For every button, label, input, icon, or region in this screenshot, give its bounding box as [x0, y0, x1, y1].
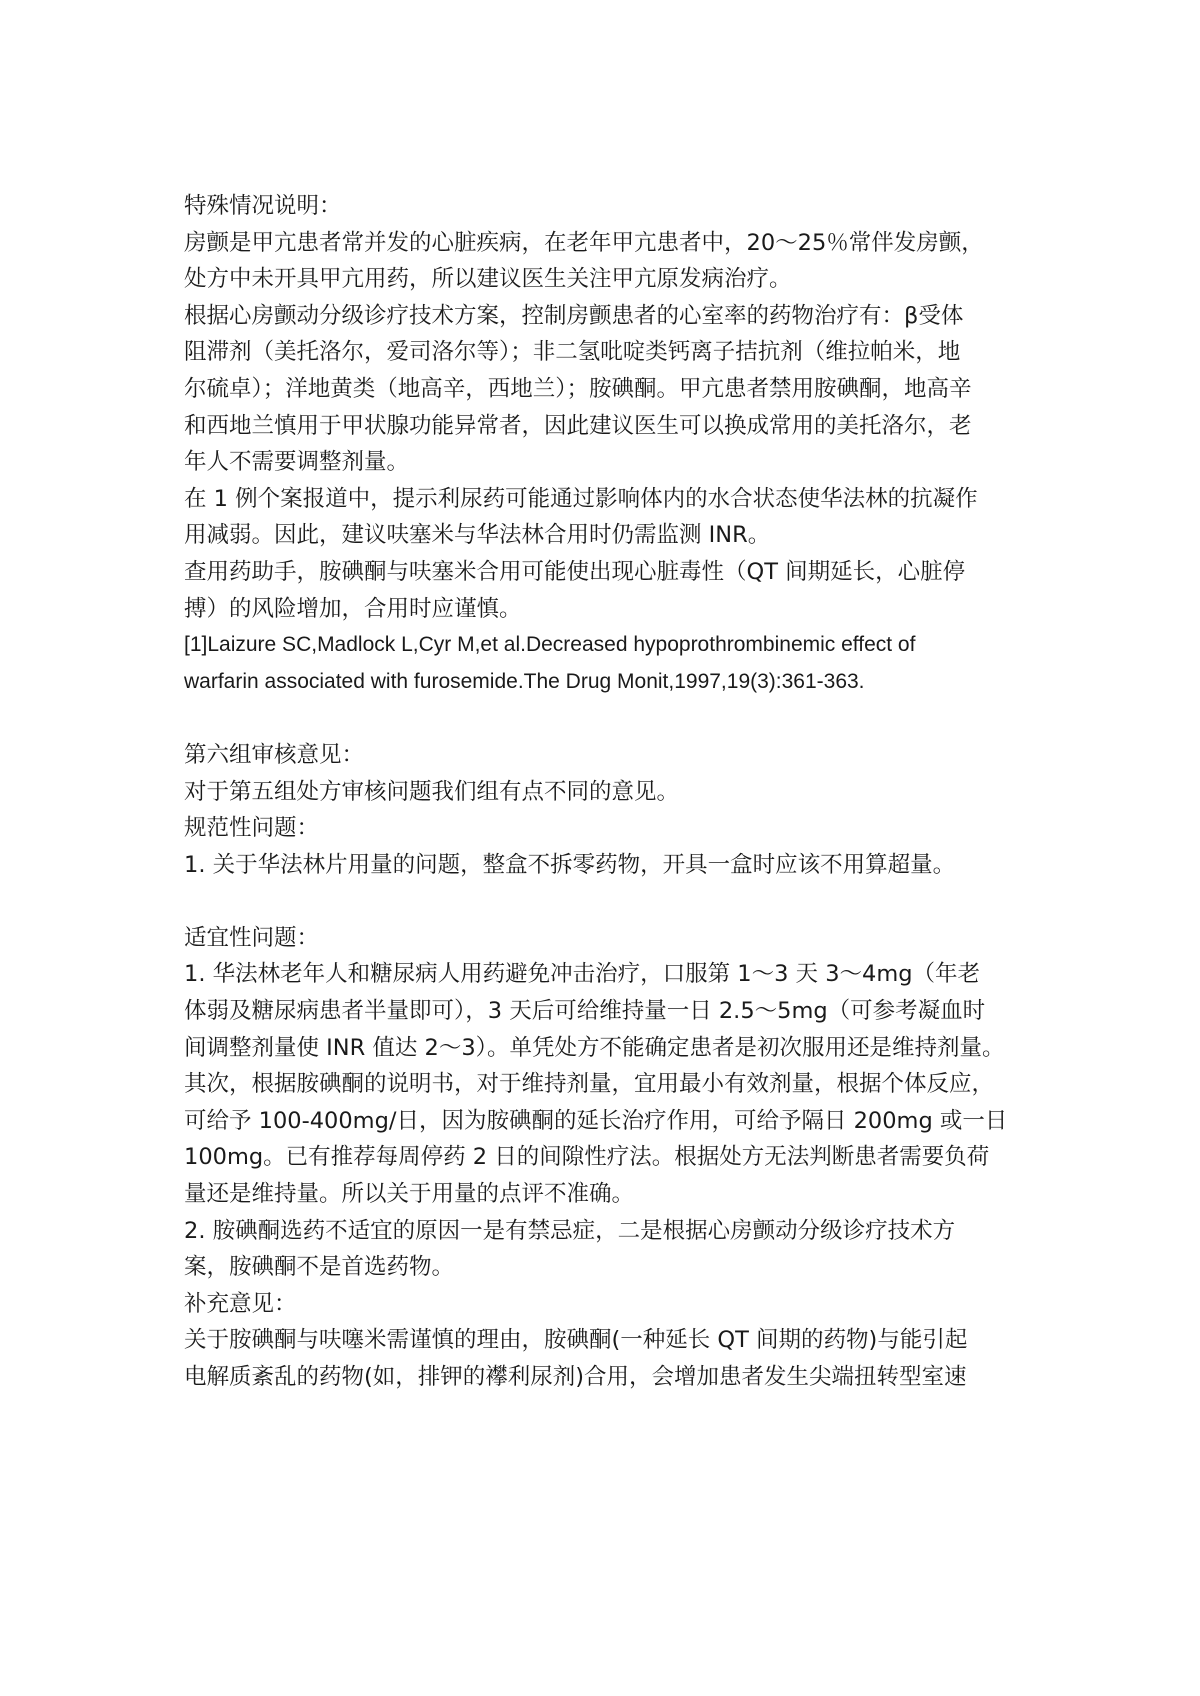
text-line: 在 1 例个案报道中，提示利尿药可能通过影响体内的水合状态使华法林的抗凝作	[184, 485, 978, 512]
text-line: 阻滞剂（美托洛尔，爱司洛尔等）；非二氢吡啶类钙离子拮抗剂（维拉帕米，地	[184, 339, 961, 366]
text-line: 案，胺碘酮不是首选药物。	[184, 1254, 455, 1281]
subheading: 规范性问题：	[184, 815, 320, 842]
text-line: 对于第五组处方审核问题我们组有点不同的意见。	[184, 778, 680, 805]
text-line: 年人不需要调整剂量。	[184, 449, 410, 476]
section-heading: 第六组审核意见：	[184, 741, 365, 768]
text-line: 100mg。已有推荐每周停药 2 日的间隙性疗法。根据处方无法判断患者需要负荷	[184, 1144, 990, 1171]
text-line: 间调整剂量使 INR 值达 2～3）。单凭处方不能确定患者是初次服用还是维持剂量。	[184, 1034, 1005, 1061]
text-line: 1. 华法林老年人和糖尿病人用药避免冲击治疗，口服第 1～3 天 3～4mg（年老	[184, 961, 981, 988]
text-line: 量还是维持量。所以关于用量的点评不准确。	[184, 1181, 635, 1208]
text-line: 根据心房颤动分级诊疗技术方案，控制房颤患者的心室率的药物治疗有：β受体	[184, 302, 964, 329]
text-line: 搏）的风险增加，合用时应谨慎。	[184, 595, 522, 622]
blank-line	[184, 883, 1032, 920]
reference-line: [1]Laizure SC,Madlock L,Cyr M,et al.Decreased hypoprothrombinemic effect of	[184, 633, 916, 657]
section-heading: 适宜性问题：	[184, 924, 320, 951]
text-line: 查用药助手，胺碘酮与呋塞米合用可能使出现心脏毒性（QT 间期延长，心脏停	[184, 558, 966, 585]
text-line: 房颤是甲亢患者常并发的心脏疾病，在老年甲亢患者中，20～25％常伴发房颤，	[184, 229, 984, 256]
text-line: 电解质紊乱的药物(如，排钾的襻利尿剂)合用，会增加患者发生尖端扭转型室速	[184, 1364, 967, 1390]
document-page	[184, 188, 1032, 1396]
reference-line: warfarin associated with furosemide.The Drug Monit,1997,19(3):361-363.	[184, 669, 865, 693]
text-line: 尔硫卓）；洋地黄类（地高辛，西地兰）；胺碘酮。甲亢患者禁用胺碘酮，地高辛	[184, 375, 972, 402]
text-line: 体弱及糖尿病患者半量即可），3 天后可给维持量一日 2.5～5mg（可参考凝血时	[184, 998, 986, 1025]
text-line: 1. 关于华法林片用量的问题，整盒不拆零药物，开具一盒时应该不用算超量。	[184, 851, 956, 878]
text-line: 2. 胺碘酮选药不适宜的原因一是有禁忌症，二是根据心房颤动分级诊疗技术方	[184, 1217, 956, 1244]
text-line: 其次，根据胺碘酮的说明书，对于维持剂量，宜用最小有效剂量，根据个体反应，	[184, 1071, 995, 1098]
section-heading: 特殊情况说明：	[184, 193, 342, 219]
text-line: 可给予 100-400mg/日，因为胺碘酮的延长治疗作用，可给予隔日 200mg 或一日	[184, 1107, 1008, 1134]
text-line: 关于胺碘酮与呋噻米需谨慎的理由，胺碘酮(一种延长 QT 间期的药物)与能引起	[184, 1327, 968, 1354]
text-line: 和西地兰慎用于甲状腺功能异常者，因此建议医生可以换成常用的美托洛尔，老	[184, 412, 972, 439]
text-line: 处方中未开具甲亢用药，所以建议医生关注甲亢原发病治疗。	[184, 266, 792, 293]
section-heading: 补充意见：	[184, 1290, 297, 1317]
text-line: 用减弱。因此，建议呋塞米与华法林合用时仍需监测 INR。	[184, 522, 771, 549]
blank-line	[184, 700, 1032, 737]
